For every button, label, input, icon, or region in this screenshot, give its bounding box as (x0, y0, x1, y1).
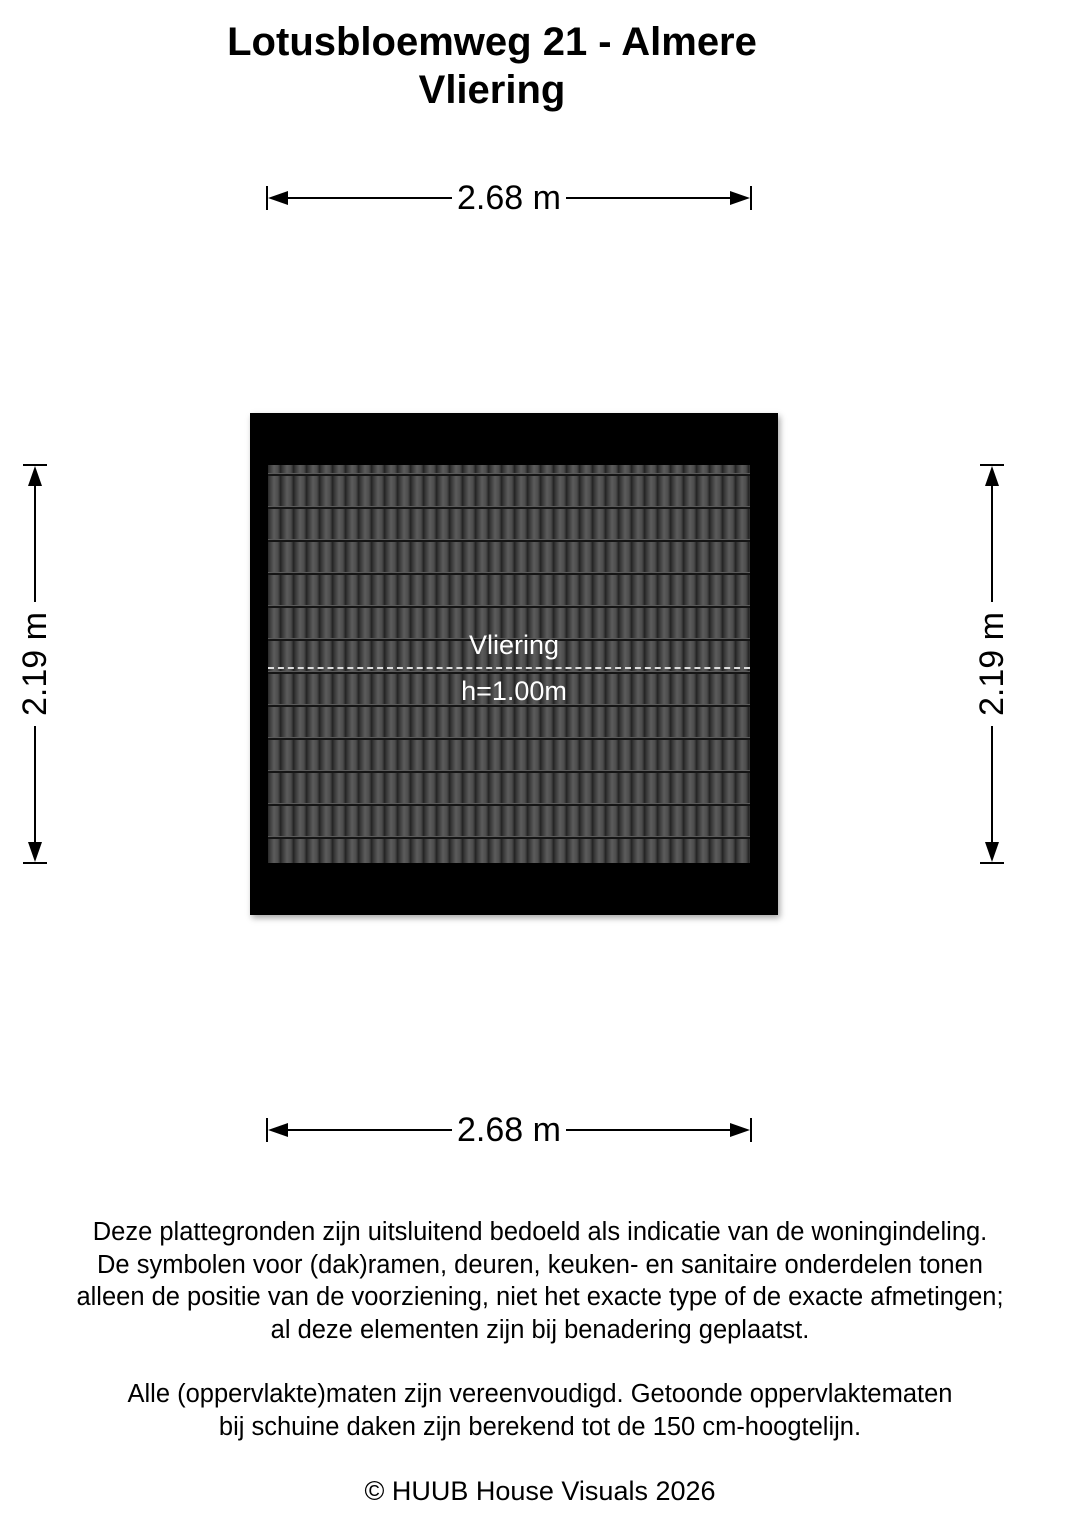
disclaimer-paragraph-1 (0, 1216, 1080, 1346)
copyright-notice: © HUUB House Visuals 2026 (364, 1476, 716, 1506)
left-depth-dimension (15, 464, 55, 864)
arrow-down-icon (985, 842, 999, 862)
room-name: Vliering (468, 630, 560, 660)
dimension-tick (980, 862, 1004, 864)
dimension-tick (750, 1118, 752, 1142)
arrow-right-icon (730, 191, 750, 205)
dimension-line (566, 1129, 744, 1131)
dimension-line (991, 472, 993, 602)
dimension-line (566, 197, 744, 199)
dimension-line (34, 472, 36, 602)
disclaimer-line: Deze plattegronden zijn uitsluitend bedoeld als indicatie van de woningindeling. (92, 1218, 988, 1246)
right-depth-label: 2.19 m (973, 612, 1011, 716)
dimension-tick (23, 862, 47, 864)
address-title: Lotusbloemweg 21 - Almere (227, 20, 757, 64)
left-depth-label: 2.19 m (16, 612, 54, 716)
disclaimer-paragraph-2 (0, 1378, 1080, 1443)
top-width-label: 2.68 m (457, 179, 561, 217)
bottom-width-label: 2.68 m (457, 1111, 561, 1149)
height-divider-line (268, 667, 750, 669)
disclaimer-line: alleen de positie van de voorziening, niet het exacte type of de exacte afmetingen; (76, 1283, 1004, 1311)
attic-room (250, 413, 778, 915)
dimension-tick (750, 186, 752, 210)
disclaimer-line: bij schuine daken zijn berekend tot de 150 cm-hoogtelijn. (218, 1412, 862, 1441)
roof-tile-pattern (268, 465, 750, 863)
disclaimer-line: De symbolen voor (dak)ramen, deuren, keuken- en sanitaire onderdelen tonen (97, 1250, 983, 1279)
disclaimer-line: al deze elementen zijn bij benadering geplaatst. (270, 1315, 810, 1344)
room-height: h=1.00m (461, 676, 567, 706)
top-width-dimension (266, 178, 752, 218)
arrow-down-icon (28, 842, 42, 862)
right-depth-dimension (972, 464, 1012, 864)
floor-title: Vliering (418, 68, 566, 112)
arrow-right-icon (730, 1123, 750, 1137)
disclaimer-line: Alle (oppervlakte)maten zijn vereenvoudigd. Getoonde oppervlaktematen (127, 1380, 953, 1408)
bottom-width-dimension (266, 1110, 752, 1150)
dimension-line (991, 726, 993, 856)
dimension-line (34, 726, 36, 856)
